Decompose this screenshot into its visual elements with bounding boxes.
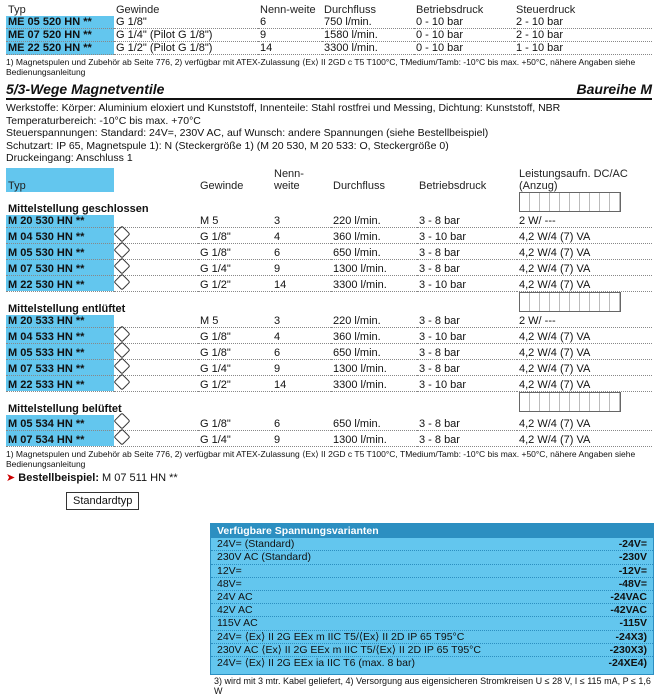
- atex-icon: [114, 373, 131, 390]
- spec-temp: Temperaturbereich: -10°C bis max. +70°C: [6, 114, 201, 127]
- group-title-1: Mittelstellung entlüftet: [8, 302, 126, 315]
- standardtyp-label: Standardtyp: [66, 492, 139, 510]
- main-h-leistung: Leistungsaufn. DC/AC (Anzug): [519, 167, 628, 192]
- group-title-0: Mittelstellung geschlossen: [8, 202, 149, 215]
- table-row: M 22 533 HN ** G 1/2" 14 3300 l/min. 3 - 10 bar 4,2 W/4 (7) VA: [6, 375, 652, 391]
- section-title: [6, 81, 652, 100]
- atex-icon: [114, 325, 131, 342]
- top-h-typ: Typ: [8, 4, 26, 16]
- atex-icon: [114, 257, 131, 274]
- voltage-box: [210, 523, 654, 675]
- spec-voltages: Steuerspannungen: Standard: 24V=, 230V AC, auf Wunsch: andere Spannungen (siehe Bestellbeispiel): [6, 127, 489, 139]
- atex-icon: [114, 225, 131, 242]
- main-h-nennweite: Nenn- weite: [274, 167, 304, 192]
- atex-icon: [114, 428, 131, 445]
- top-table: [6, 4, 652, 55]
- table-row: M 05 533 HN ** G 1/8" 6 650 l/min. 3 - 8 bar 4,2 W/4 (7) VA: [6, 343, 652, 359]
- main-h-durchfluss: Durchfluss: [333, 179, 385, 192]
- atex-icon: [114, 412, 131, 429]
- top-footnote: 1) Magnetspulen und Zubehör ab Seite 776, 2) verfügbar mit ATEX-Zulassung ⟨Ex⟩ II 2GD c T5 T100°C, TMedium/Tamb: -10°C bis max. +50°C, nähere Angaben siehe Bedienungsanleitung: [6, 57, 636, 77]
- atex-icon: [114, 241, 131, 258]
- section-name: 5/3-Wege Magnetventile: [6, 81, 165, 97]
- voltage-row: 42V AC -42VAC: [211, 604, 653, 617]
- bottom-note: 3) wird mit 3 mtr. Kabel geliefert, 4) Versorgung aus eigensicheren Stromkreisen U ≤ 28 V, I ≤ 115 mA, P ≤ 1,6 W: [214, 676, 651, 696]
- voltage-row: 115V AC -115V: [211, 617, 653, 630]
- spec-pressure-feed: Druckeingang: Anschluss 1: [6, 152, 133, 164]
- top-row-1: ME 07 520 HN ** G 1/4" (Pilot G 1/8") 9 1580 l/min. 0 - 10 bar 2 - 10 bar: [6, 29, 652, 42]
- order-label: Bestellbeispiel:: [18, 471, 99, 484]
- main-h-typ: Typ: [6, 168, 114, 192]
- voltage-row: 12V= -12V=: [211, 565, 653, 578]
- top-h-gewinde: Gewinde: [116, 4, 160, 16]
- main-footnote: 1) Magnetspulen und Zubehör ab Seite 776, 2) verfügbar mit ATEX-Zulassung ⟨Ex⟩ II 2GD c T5 T100°C, TMedium/Tamb: -10°C bis max. +50°C, nähere Angaben siehe Bedienungsanleitung: [6, 448, 636, 469]
- atex-icon: [114, 357, 131, 374]
- spec-protection: Schutzart: IP 65, Magnetspule 1): N (Steckergröße 1) (M 20 530, M 20 533: O, Steckergröße 0): [6, 139, 449, 152]
- top-row-2: ME 22 520 HN ** G 1/2" (Pilot G 1/8") 14 3300 l/min. 0 - 10 bar 1 - 10 bar: [6, 42, 652, 55]
- spec-block: [6, 102, 652, 165]
- table-row: M 07 533 HN ** G 1/4" 9 1300 l/min. 3 - 8 bar 4,2 W/4 (7) VA: [6, 359, 652, 375]
- top-h-durchfluss: Durchfluss: [324, 4, 376, 16]
- voltage-row: 24V= ⟨Ex⟩ II 2G EEx ia IIC T6 (max. 8 bar) -24XE4): [217, 657, 647, 670]
- main-h-betriebsdruck: Betriebsdruck: [419, 179, 487, 192]
- valve-symbol-icon: [519, 192, 621, 212]
- voltage-row: 24V= ⟨Ex⟩ II 2G EEx m IIC T5/⟨Ex⟩ II 2D IP 65 T95°C -24X3): [211, 631, 653, 644]
- atex-icon: [114, 341, 131, 358]
- table-row: M 04 530 HN ** G 1/8" 4 360 l/min. 3 - 10 bar 4,2 W/4 (7) VA: [6, 227, 652, 243]
- atex-icon: [114, 273, 131, 290]
- table-row: M 07 530 HN ** G 1/4" 9 1300 l/min. 3 - 8 bar 4,2 W/4 (7) VA: [6, 259, 652, 275]
- top-row-0: ME 05 520 HN ** G 1/8" 6 750 l/min. 0 - 10 bar 2 - 10 bar: [6, 16, 652, 29]
- table-row: M 07 534 HN ** G 1/4" 9 1300 l/min. 3 - 8 bar 4,2 W/4 (7) VA: [6, 430, 652, 446]
- voltage-row: 24V AC -24VAC: [211, 591, 653, 604]
- table-row: M 22 530 HN ** G 1/2" 14 3300 l/min. 3 - 10 bar 4,2 W/4 (7) VA: [6, 275, 652, 291]
- table-row: M 05 534 HN ** G 1/8" 6 650 l/min. 3 - 8 bar 4,2 W/4 (7) VA: [6, 415, 652, 431]
- top-h-betriebsdruck: Betriebsdruck: [416, 4, 484, 16]
- valve-symbol-icon: [519, 392, 621, 412]
- table-row: M 20 530 HN ** M 5 3 220 l/min. 3 - 8 bar 2 W/ ---: [6, 215, 652, 228]
- spec-materials: Werkstoffe: Körper: Aluminium eloxiert und Kunststoff, Innenteile: Stahl rostfrei und Messing, Dichtung: Kunststoff, NBR: [6, 102, 561, 114]
- valve-symbol-icon: [519, 292, 621, 312]
- group-title-2: Mittelstellung belüftet: [8, 402, 122, 415]
- voltage-row: 48V= -48V=: [211, 578, 653, 591]
- top-h-steuerdruck: Steuerdruck: [516, 4, 576, 16]
- order-example: [6, 471, 652, 484]
- voltage-box-title: Verfügbare Spannungsvarianten: [211, 524, 653, 538]
- table-row: M 20 533 HN ** M 5 3 220 l/min. 3 - 8 bar 2 W/ ---: [6, 315, 652, 328]
- section-series: Baureihe M: [576, 81, 652, 97]
- main-h-gewinde: Gewinde: [200, 179, 244, 192]
- table-row: M 04 533 HN ** G 1/8" 4 360 l/min. 3 - 10 bar 4,2 W/4 (7) VA: [6, 327, 652, 343]
- table-row: M 05 530 HN ** G 1/8" 6 650 l/min. 3 - 8 bar 4,2 W/4 (7) VA: [6, 243, 652, 259]
- arrow-icon: ➤: [6, 471, 16, 484]
- order-value: M 07 511 HN **: [102, 471, 178, 484]
- voltage-row: 230V AC ⟨Ex⟩ II 2G EEx m IIC T5/⟨Ex⟩ II 2D IP 65 T95°C -230X3): [211, 644, 653, 657]
- voltage-row: 24V= (Standard) -24V=: [211, 538, 653, 551]
- top-h-nennweite: Nenn-weite: [260, 4, 316, 16]
- main-table: [6, 168, 652, 447]
- voltage-row: 230V AC (Standard) -230V: [211, 551, 653, 564]
